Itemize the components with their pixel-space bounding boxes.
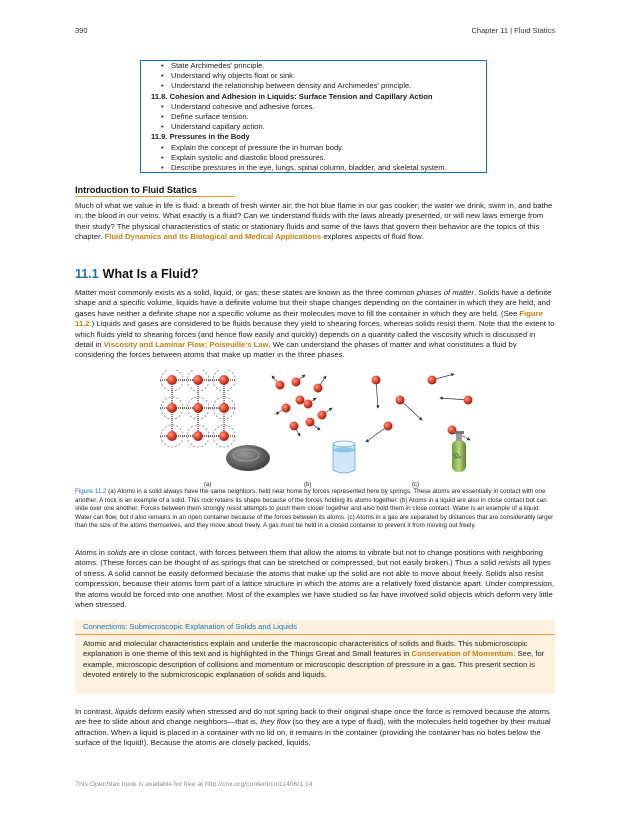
objective-section-heading: 11.8. Cohesion and Adhesion in Liquids: Surface Tension and Capillary Action <box>151 91 433 101</box>
chapter-header: Chapter 11 | Fluid Statics <box>471 26 555 35</box>
figure-label-a: (a) <box>204 482 212 488</box>
callout-title: Connections: Submicroscopic Explanation of Solids and Liquids <box>83 622 298 631</box>
water-beaker-icon <box>333 441 355 473</box>
objective-item: • Define surface tension. <box>151 112 482 122</box>
objective-item: • Explain systolic and diastolic blood pressures. <box>151 153 482 163</box>
objective-item: • State Archimedes' principle. <box>151 61 482 71</box>
objective-item: • Understand capillary action. <box>151 122 482 132</box>
oxygen-tank-icon <box>452 431 466 472</box>
callout-rule <box>75 634 555 635</box>
connections-callout <box>75 620 555 694</box>
solids-paragraph: Atoms in solids are in close contact, with forces between them that allow the atoms to vibrate but not to change positions with neighboring atoms. (These forces can be thought of as springs that can be stretched or compressed, but not easily broken.) Thus a solid resists all types of stress. A solid cannot be easily deformed because the atoms that make up the solid are not able to move about freely. Solids also resist compression, because their atoms form part of a lattice structure in which the atoms are a relatively fixed distance apart. Under compression, the atoms would be forced into one another. Most of the examples we have studied so far have involved solid objects which deform very little when stressed. <box>75 548 554 610</box>
page-footer: This OpenStax book is available for free at http://cnx.org/content/col11406/1.14 <box>75 781 313 788</box>
liquids-paragraph: In contrast, liquids deform easily when stressed and do not spring back to their original shape once the force is removed because the atoms are free to slide about and change neighbors—that is, they flow (so they are a type of fluid), with the molecules held together by their mutual attraction. When a liquid is placed in a container with no lid on, it remains in the container (providing the container has no holes below the surface of the liquid!). Because the atoms are closely packed, liquids, <box>75 707 551 748</box>
figure-caption-label: Figure 11.2 <box>75 488 107 495</box>
objective-section-heading: 11.9. Pressures in the Body <box>151 132 250 142</box>
phases-illustration <box>150 370 480 488</box>
section-heading <box>75 267 198 281</box>
liquid-atoms <box>272 375 332 436</box>
figure-caption: Figure 11.2 (a) Atoms in a solid always have the same neighbors, held near home by forces represented here by springs. These atoms are essentially in contact with one another. A rock is an example of a solid. This rock retains its shape because of the forces holding its atoms together. (b) Atoms in a liquid are also in close contact but can slide over one another. Forces between them strongly resist attempts to push them closer together and also hold them in close contact. Water is an example of a liquid. Water can flow, but it also remains in an open container because of the forces between its atoms. (c) Atoms in a gas are separated by distances that are considerably larger than the size of the atoms themselves, and they move about freely. A gas must be held in a closed container to prevent it from moving out freely. <box>75 488 554 530</box>
figure-label-c: (c) <box>412 482 419 488</box>
intro-heading-underline <box>75 196 235 197</box>
objective-item: • Understand cohesive and adhesive forces. <box>151 102 482 112</box>
solid-lattice <box>160 370 236 447</box>
conservation-of-momentum-link[interactable]: Conservation of Momentum <box>411 649 514 659</box>
page-number: 390 <box>75 26 88 35</box>
objective-item: • Describe pressures in the eye, lungs, spinal column, bladder, and skeletal system. <box>151 163 482 173</box>
section-title: What Is a Fluid? <box>102 267 199 281</box>
rock-icon <box>226 445 270 471</box>
intro-heading: Introduction to Fluid Statics <box>75 185 197 195</box>
section-number: 11.1 <box>75 267 99 281</box>
viscosity-link[interactable]: Viscosity and Laminar Flow; Poiseuille's Law <box>103 340 269 350</box>
figure-11-2-link[interactable]: Figure 11.2 <box>75 308 543 329</box>
callout-text: Atomic and molecular characteristics explain and underlie the macroscopic characteristics of solids and fluids. This submicroscopic explanation is one theme of this text and is highlighted in the Things Great and Small features in Conservation of Momentum. See, for example, microscopic description of collisions and momentum or microscopic description of pressure in a gas. This present section is devoted entirely to the submicroscopic explanation of solids and liquids. <box>83 639 545 680</box>
objective-item: • Explain the concept of pressure the in human body. <box>151 143 482 153</box>
figure-label-b: (b) <box>304 482 312 488</box>
fluid-dynamics-link[interactable]: Fluid Dynamics and Its Biological and Medical Applications <box>104 232 322 242</box>
learning-objectives-box <box>140 60 487 173</box>
intro-paragraph: Much of what we value in life is fluid: a breath of fresh winter air; the hot blue flame in our gas cooker; the water we drink, swim in, and bathe in; the blood in our veins. What exactly is a fluid? Can we understand fluids with the laws already presented, or will new laws emerge from their study? The physical characteristics of static or stationary fluids and some of the laws that govern their behavior are the topics of this chapter. Fluid Dynamics and Its Biological and Medical Applications explores aspects of fluid flow. <box>75 201 553 242</box>
phases-paragraph: Matter most commonly exists as a solid, liquid, or gas; these states are known as the three common phases of matter. Solids have a definite shape and a specific volume, liquids have a definite volume but their shape changes depending on the container in which they are held, and gases have neither a definite shape nor a specific volume as their molecules move to fill the container in which they are held. (See Figure 11.2.) Liquids and gases are considered to be fluids because they yield to shearing forces, whereas solids resist them. Note that the extent to which fluids yield to shearing forces (and hence flow easily and quickly) depends on a quantity called the viscosity which is discussed in detail in Viscosity and Laminar Flow; Poiseuille's Law. We can understand the phases of matter and what constitutes a fluid by considering the forces between atoms that make up matter in the three phases. <box>75 288 555 360</box>
objective-item: • Understand the relationship between density and Archimedes' principle. <box>151 81 482 91</box>
oxygen-label: O₂ <box>454 454 461 460</box>
figure-11-2 <box>150 370 480 488</box>
objective-item: • Understand why objects float or sink. <box>151 71 482 81</box>
